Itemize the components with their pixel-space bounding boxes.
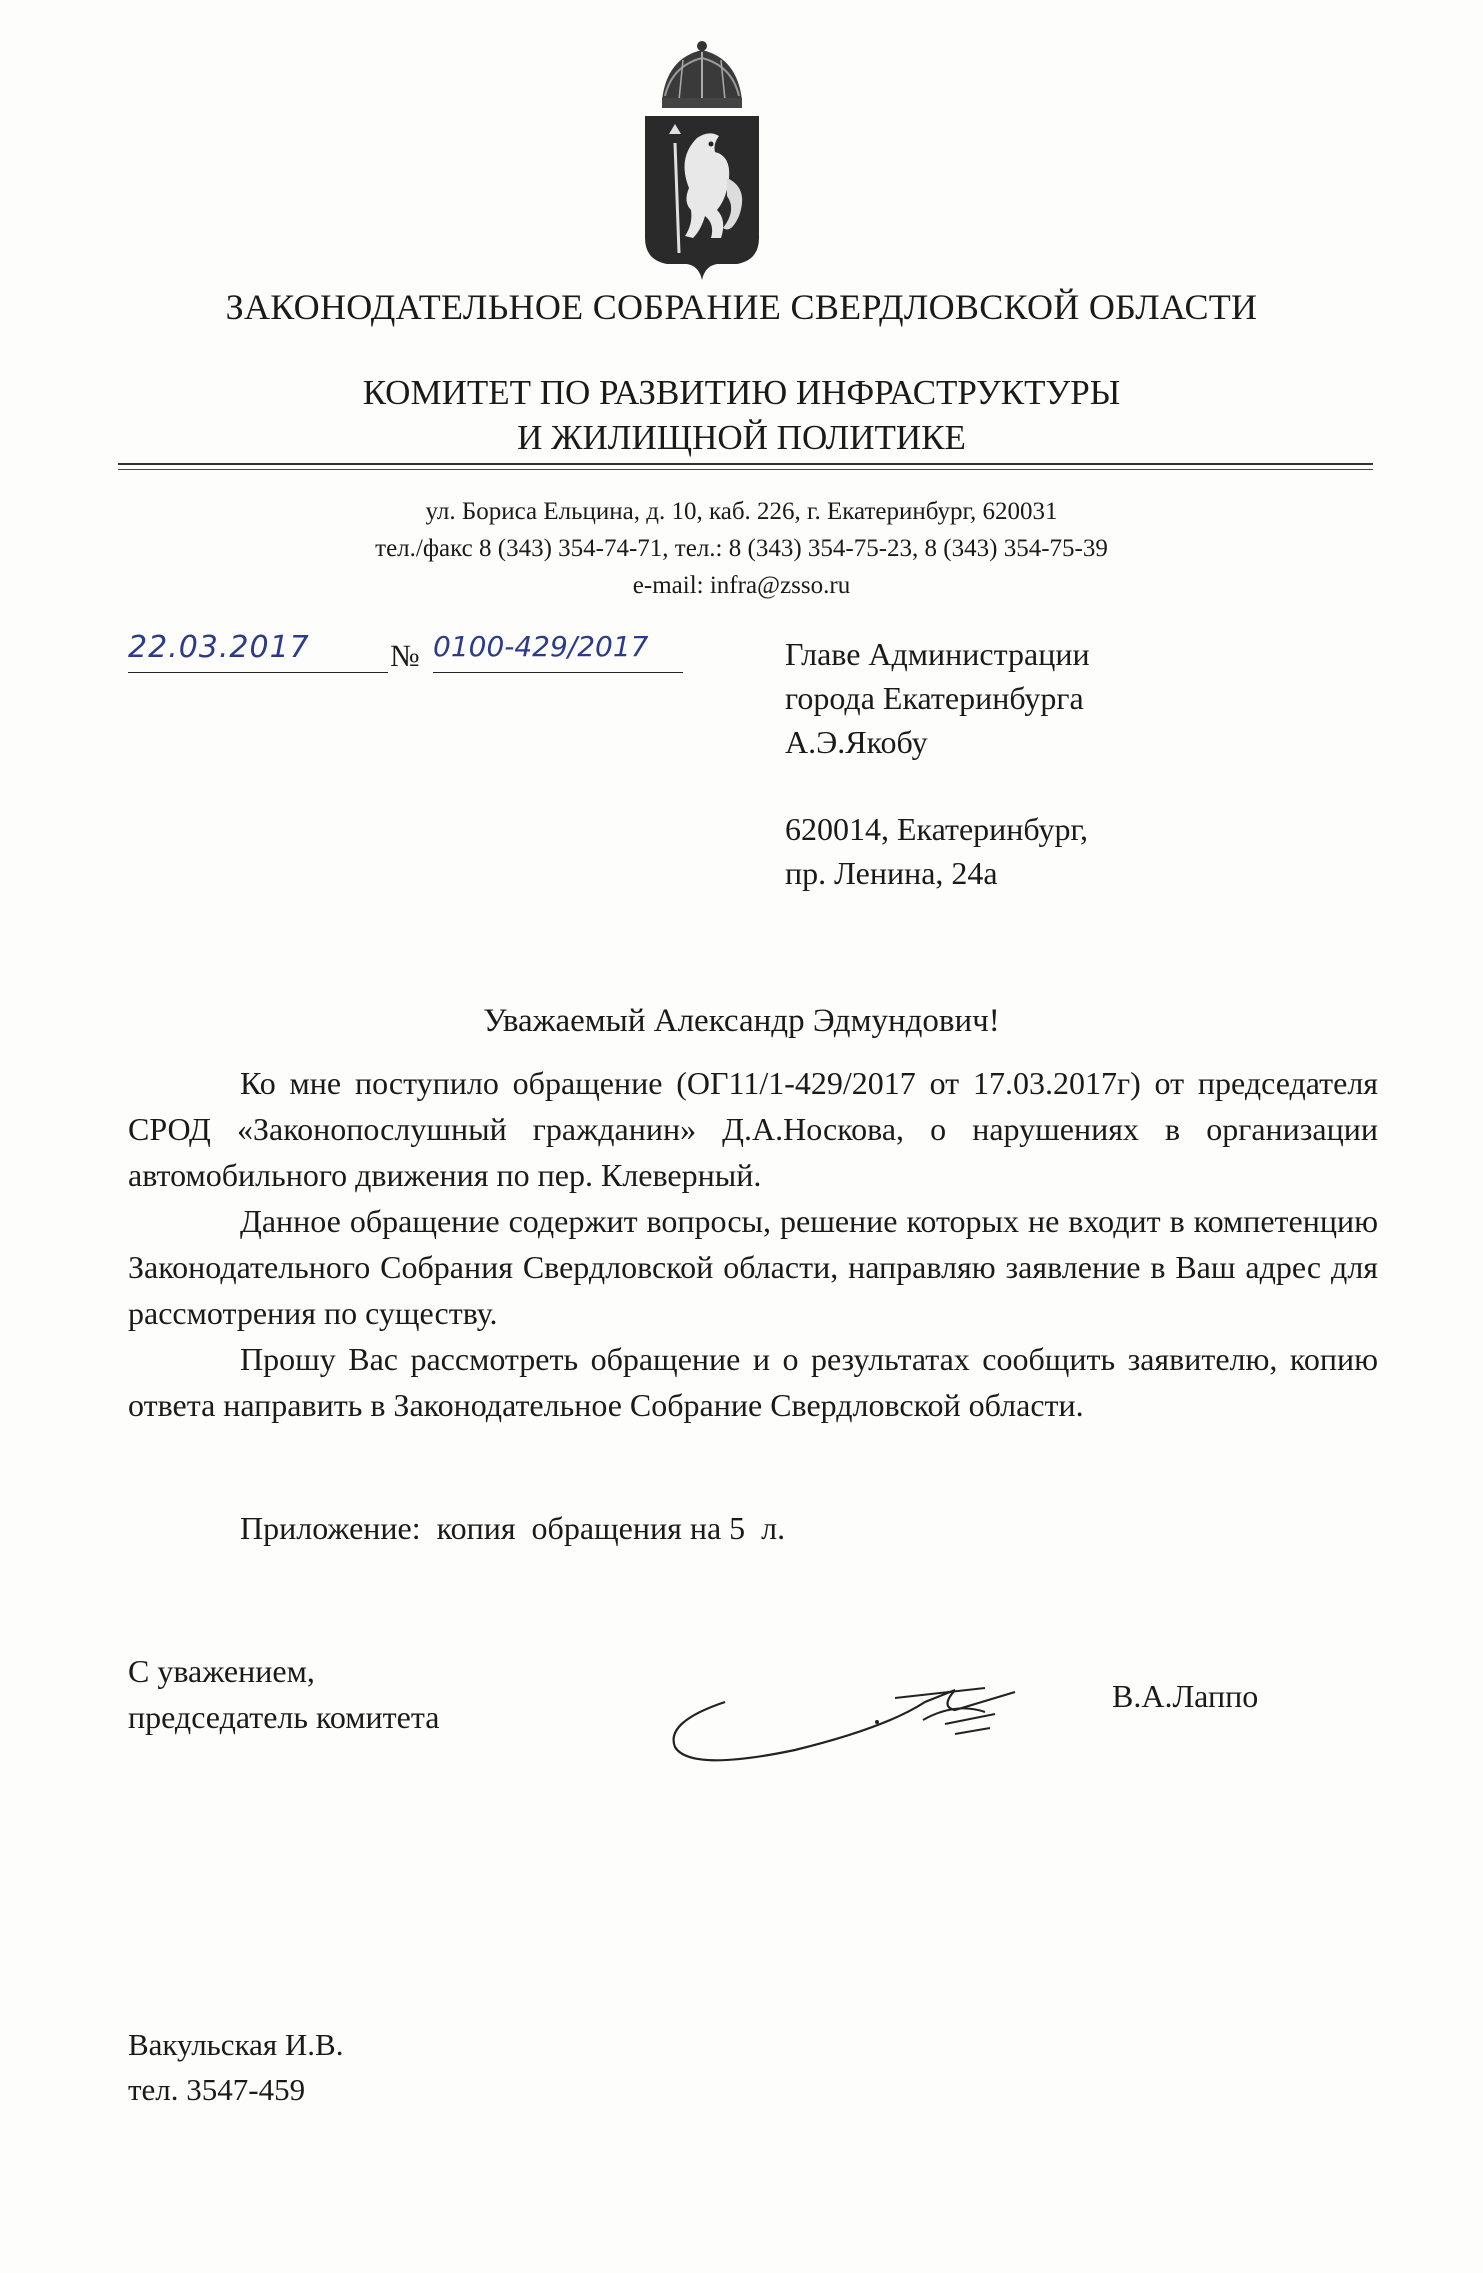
closing-phrase: С уважением, xyxy=(128,1653,315,1689)
body-paragraph-3: Прошу Вас рассмотреть обращение и о результатах сообщить заявителю, копию ответа направить в Законодательное Собрание Свердловской области. xyxy=(128,1341,1378,1423)
closing-block xyxy=(128,1648,439,1740)
recipient-address-2: пр. Ленина, 24а xyxy=(785,855,998,891)
contact-block xyxy=(0,493,1483,604)
organization-name: ЗАКОНОДАТЕЛЬНОЕ СОБРАНИЕ СВЕРДЛОВСКОЙ ОБЛАСТИ xyxy=(225,287,1258,327)
salutation: Уважаемый Александр Эдмундович! xyxy=(483,1003,1000,1039)
committee-line-1: КОМИТЕТ ПО РАЗВИТИЮ ИНФРАСТРУКТУРЫ xyxy=(362,373,1121,412)
recipient-address-1: 620014, Екатеринбург, xyxy=(785,811,1088,847)
email-address: e-mail: infra@zsso.ru xyxy=(632,572,851,599)
recipient-line-1: Главе Администрации xyxy=(785,636,1090,672)
header-divider xyxy=(118,463,1373,465)
coat-of-arms-icon xyxy=(627,38,777,283)
committee-name xyxy=(0,370,1483,460)
executor-name: Вакульская И.В. xyxy=(128,2027,344,2062)
handwritten-signature xyxy=(655,1662,1035,1772)
recipient-line-2: города Екатеринбурга xyxy=(785,680,1084,716)
postal-address: ул. Бориса Ельцина, д. 10, каб. 226, г. Екатеринбург, 620031 xyxy=(425,498,1058,525)
recipient-block xyxy=(785,632,1090,895)
executor-phone: тел. 3547-459 xyxy=(128,2072,306,2107)
letter-body xyxy=(128,1060,1378,1428)
body-paragraph-2: Данное обращение содержит вопросы, решение которых не входит в компетенцию Законодательного Собрания Свердловской области, направляю заявление в Ваш адрес для рассмотрения по существу. xyxy=(128,1203,1378,1331)
recipient-line-3: А.Э.Якобу xyxy=(785,724,928,760)
annex-note: Приложение: копия обращения на 5 л. xyxy=(240,1510,786,1546)
signer-name: В.А.Лаппо xyxy=(1112,1678,1259,1714)
signer-position: председатель комитета xyxy=(128,1699,440,1735)
body-paragraph-1: Ко мне поступило обращение (ОГ11/1-429/2017 от 17.03.2017г) от председателя СРОД «Законопослушный гражданин» Д.А.Носкова, о нарушениях в организации автомобильного движения по пер. Клеверный. xyxy=(128,1065,1378,1193)
committee-line-2: И ЖИЛИЩНОЙ ПОЛИТИКЕ xyxy=(517,418,966,457)
executor-block xyxy=(128,2022,344,2112)
number-underline xyxy=(433,672,683,673)
registration-number: 0100-429/2017 xyxy=(433,630,649,663)
number-sign: № xyxy=(390,638,420,673)
phone-numbers: тел./факс 8 (343) 354-74-71, тел.: 8 (343) 354-75-23, 8 (343) 354-75-39 xyxy=(375,535,1108,562)
registration-line xyxy=(128,630,688,676)
header-divider-thin xyxy=(118,469,1373,470)
date-underline xyxy=(128,672,388,673)
registration-date: 22.03.2017 xyxy=(128,630,310,665)
